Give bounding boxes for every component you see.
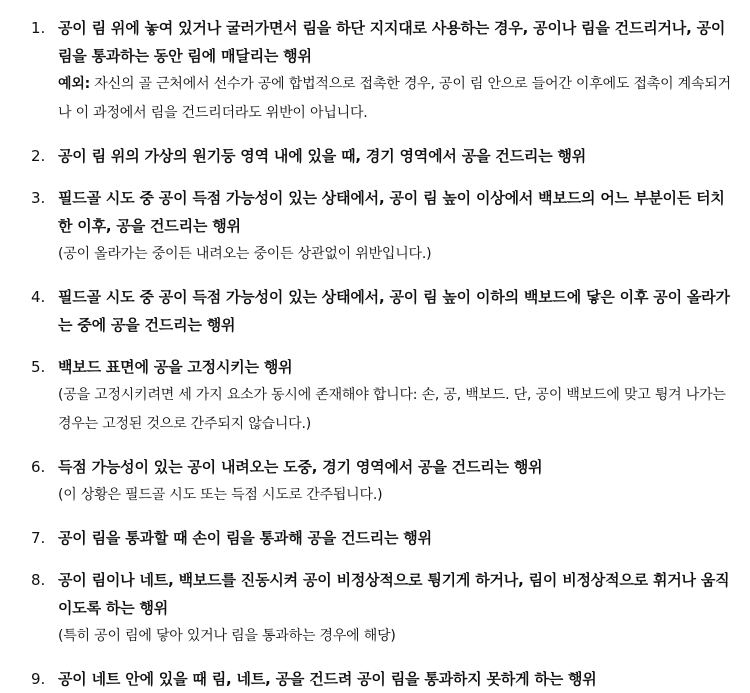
rule-note-text: (이 상황은 필드골 시도 또는 득점 시도로 간주됩니다.) bbox=[58, 487, 383, 503]
rule-item-7 bbox=[0, 524, 750, 552]
rule-number: 9. bbox=[31, 670, 46, 688]
rule-item-3 bbox=[0, 184, 750, 269]
rule-note bbox=[58, 240, 738, 269]
rule-text: 공이 림 위의 가상의 원기둥 영역 내에 있을 때, 경기 영역에서 공을 건드리는 행위 bbox=[58, 147, 587, 165]
rule-note bbox=[58, 481, 738, 510]
rule-text: 득점 가능성이 있는 공이 내려오는 도중, 경기 영역에서 공을 건드리는 행위 bbox=[58, 458, 543, 476]
rule-note-text: (공이 올라가는 중이든 내려오는 중이든 상관없이 위반입니다.) bbox=[58, 246, 432, 262]
rule-text: 공이 네트 안에 있을 때 림, 네트, 공을 건드려 공이 림을 통과하지 못하게 하는 행위 bbox=[58, 670, 597, 688]
rule-note bbox=[58, 622, 738, 651]
rule-text: 공이 림이나 네트, 백보드를 진동시켜 공이 비정상적으로 튕기게 하거나, 림이 비정상적으로 휘거나 움직이도록 하는 행위 bbox=[58, 571, 730, 617]
rule-number: 5. bbox=[31, 358, 46, 376]
rule-item-8 bbox=[0, 566, 750, 651]
rule-note bbox=[58, 381, 738, 439]
rule-number: 3. bbox=[31, 189, 46, 207]
rule-text: 공이 림 위에 놓여 있거나 굴러가면서 림을 하단 지지대로 사용하는 경우, 공이나 림을 건드리거나, 공이 림을 통과하는 동안 림에 매달리는 행위 bbox=[58, 19, 726, 65]
rule-note-text: (특히 공이 림에 닿아 있거나 림을 통과하는 경우에 해당) bbox=[58, 628, 396, 644]
rule-text: 필드골 시도 중 공이 득점 가능성이 있는 상태에서, 공이 림 높이 이하의 백보드에 닿은 이후 공이 올라가는 중에 공을 건드리는 행위 bbox=[58, 288, 730, 334]
rule-number: 2. bbox=[31, 147, 46, 165]
rule-note-text: 자신의 골 근처에서 선수가 공에 합법적으로 접촉한 경우, 공이 림 안으로 들어간 이후에도 접촉이 계속되거나 이 과정에서 림을 건드리더라도 위반이 아닙니다. bbox=[58, 76, 731, 121]
rule-number: 6. bbox=[31, 458, 46, 476]
rule-item-6 bbox=[0, 453, 750, 510]
rule-text: 공이 림을 통과할 때 손이 림을 통과해 공을 건드리는 행위 bbox=[58, 529, 432, 547]
rule-note-text: (공을 고정시키려면 세 가지 요소가 동시에 존재해야 합니다: 손, 공, 백보드. 단, 공이 백보드에 맞고 튕겨 나가는 경우는 고정된 것으로 간주되지 않습니다.) bbox=[58, 387, 726, 432]
rule-item-2 bbox=[0, 142, 750, 170]
rule-text: 백보드 표면에 공을 고정시키는 행위 bbox=[58, 358, 293, 376]
rule-note-label: 예외: bbox=[58, 76, 91, 92]
rule-note bbox=[58, 70, 738, 128]
rule-item-1 bbox=[0, 0, 750, 128]
rule-number: 7. bbox=[31, 529, 46, 547]
rule-item-4 bbox=[0, 283, 750, 339]
rule-number: 4. bbox=[31, 288, 46, 306]
rule-number: 8. bbox=[31, 571, 46, 589]
rule-number: 1. bbox=[31, 19, 46, 37]
rule-item-9 bbox=[0, 665, 750, 693]
rule-text: 필드골 시도 중 공이 득점 가능성이 있는 상태에서, 공이 림 높이 이상에서 백보드의 어느 부분이든 터치한 이후, 공을 건드리는 행위 bbox=[58, 189, 725, 235]
rule-item-5 bbox=[0, 353, 750, 439]
